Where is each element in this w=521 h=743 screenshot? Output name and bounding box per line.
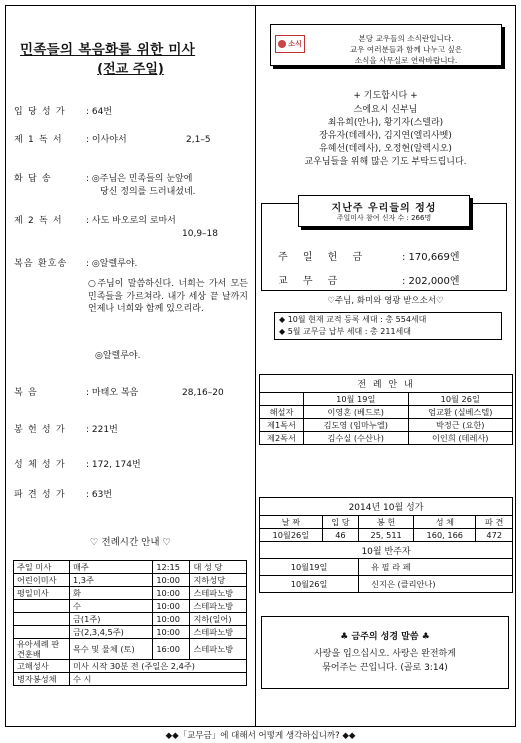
row-value: : 이사야서 <box>86 135 127 145</box>
schedule-cell: 1,3주 <box>70 574 153 587</box>
schedule-cell: 주일 미사 <box>14 561 70 574</box>
table-row <box>260 542 513 559</box>
second-reading-ref: 10,9–18 <box>182 229 218 239</box>
schedule-cell: 스테파노방 <box>190 626 247 639</box>
bible-title: ♣ 금주의 성경 말씀 ♣ <box>340 632 430 642</box>
recessional-hymn-row <box>14 489 112 502</box>
schedule-cell: 금(2,3,4,5주) <box>70 626 153 639</box>
table-row <box>260 516 513 529</box>
psalm-continued: 당신 정의를 드러내셨네. <box>100 187 196 197</box>
schedule-cell: 스테파노방 <box>190 639 247 660</box>
table-cell: 신지은 (클리안나) <box>359 576 513 593</box>
row-value: : 63번 <box>86 490 113 500</box>
table-row <box>14 587 247 600</box>
prayer-line: 스에요시 신부님 <box>353 105 418 115</box>
right-column <box>256 6 515 726</box>
table-cell: 김도영 (임마누엘) <box>304 419 409 432</box>
schedule-cell: 화 <box>70 587 153 600</box>
table-cell <box>260 393 304 406</box>
schedule-cell <box>14 600 70 613</box>
table-row <box>260 406 513 419</box>
table-row <box>14 639 247 660</box>
schedule-cell <box>14 626 70 639</box>
notice-text <box>315 33 497 66</box>
table-row <box>14 600 247 613</box>
liturgy-title: 전 례 안 내 <box>260 375 513 393</box>
table-row <box>14 561 247 574</box>
bulletin-frame <box>5 5 516 727</box>
table-cell: 박정근 (요한) <box>408 419 513 432</box>
hymn-table <box>259 497 513 593</box>
row-value: : 마태오 복음 <box>86 388 139 398</box>
row-label: 제 1 독 서 <box>14 135 63 145</box>
schedule-cell: 금(1주) <box>70 613 153 626</box>
bible-text <box>262 647 508 675</box>
prayer-title: + 기도합시다 + <box>353 91 418 101</box>
bible-line: 사랑을 입으십시오. 사랑은 완전하게 <box>314 649 456 659</box>
schedule-cell: 매주 <box>70 561 153 574</box>
row-label: 입 당 성 가 <box>14 107 66 117</box>
table-row <box>14 613 247 626</box>
acclamation-end: ◎알렐루야. <box>95 351 141 361</box>
news-logo-icon: 소식 <box>275 35 305 53</box>
table-cell: 김수실 (수산나) <box>304 432 409 445</box>
offering-header <box>298 195 470 227</box>
hymn-title: 2014년 10월 성가 <box>260 498 513 516</box>
row-value: : ◎알렐루야. <box>86 259 138 269</box>
household-line: ◆ 5월 교무금 납부 세대 : 총 211세대 <box>279 327 412 336</box>
row-value: : 사도 바오로의 로마서 <box>86 216 176 226</box>
mass-title: 민족들의 복음화를 위한 미사 <box>20 42 196 58</box>
table-cell: 제1독서 <box>260 419 304 432</box>
table-cell: 엄교환 (실베스텔) <box>408 406 513 419</box>
table-cell: 10월26일 <box>260 576 359 593</box>
first-reading-row <box>14 134 211 147</box>
offering-title: 지난주 우리들의 정성 <box>331 203 437 214</box>
schedule-cell: 10:00 <box>153 574 190 587</box>
acclamation-text: ○주님이 말씀하신다. 너희는 가서 모든 민족들을 가르쳐라. 내가 세상 끝 날까지 언제나 너희와 함께 있으리라. <box>88 279 248 314</box>
prayer-line: 장유자(데레사), 김지연(엘리사벳) <box>319 131 452 141</box>
table-cell: 입 당 <box>322 516 358 529</box>
table-row <box>260 375 513 393</box>
offering-value: : 170,669엔 <box>402 252 460 263</box>
communion-hymn-row <box>14 459 141 472</box>
table-row <box>260 393 513 406</box>
offering-attendance: 주일미사 참여 신자 수 : 266명 <box>336 214 432 222</box>
table-row <box>260 432 513 445</box>
entrance-hymn-row <box>14 106 112 119</box>
offering-value: : 202,000엔 <box>402 276 460 287</box>
offering-label: 교 무 금 <box>278 276 344 287</box>
table-cell: 해설자 <box>260 406 304 419</box>
table-row <box>14 626 247 639</box>
notice-line: 소식을 사무실로 연락바랍니다. <box>354 56 458 65</box>
row-label: 봉 헌 성 가 <box>14 425 66 435</box>
row-ref: 28,16–20 <box>182 388 224 398</box>
table-cell: 파 견 <box>476 516 513 529</box>
sunday-offering-row <box>278 248 500 263</box>
second-reading-row <box>14 215 176 228</box>
left-column <box>6 6 255 726</box>
schedule-cell: 수 <box>70 600 153 613</box>
schedule-cell: 10:00 <box>153 587 190 600</box>
row-value: : ◎주님은 민족들의 눈앞에 <box>86 174 193 184</box>
blessing-text: ♡주님, 화미와 영광 받으소서♡ <box>327 296 444 306</box>
bible-line: 묶어주는 끈입니다. (골로 3:14) <box>322 663 448 673</box>
table-row <box>14 574 247 587</box>
schedule-cell: 스테파노방 <box>190 600 247 613</box>
liturgy-table <box>259 374 513 445</box>
row-value: : 172, 174번 <box>86 460 141 470</box>
schedule-cell: 병자봉성체 <box>14 673 70 686</box>
row-label: 화 답 송 <box>14 174 52 184</box>
table-row <box>260 559 513 576</box>
offering-label: 주 일 헌 금 <box>278 252 369 263</box>
schedule-cell: 어린이미사 <box>14 574 70 587</box>
prayer-line: 유혜선(데레사), 오정현(알렉시오) <box>319 144 452 154</box>
table-row <box>14 660 247 673</box>
row-label: 제 2 독 서 <box>14 216 63 226</box>
notice-line: 본당 교우들의 소식란입니다. <box>358 34 454 43</box>
row-label: 파 견 성 가 <box>14 490 66 500</box>
schedule-cell <box>14 613 70 626</box>
table-cell: 10월26일 <box>260 529 323 542</box>
schedule-cell: 16:00 <box>153 639 190 660</box>
table-row <box>260 576 513 593</box>
offering-box <box>261 203 507 291</box>
schedule-cell: 10:00 <box>153 600 190 613</box>
schedule-cell: 10:00 <box>153 626 190 639</box>
organist-title: 10월 반주자 <box>260 542 513 559</box>
schedule-cell: 12:15 <box>153 561 190 574</box>
table-cell: 유 필 라 페 <box>359 559 513 576</box>
row-label: 성 체 성 가 <box>14 460 66 470</box>
table-row <box>260 529 513 542</box>
table-cell: 제2독서 <box>260 432 304 445</box>
table-row <box>260 419 513 432</box>
footer-question: ◆◆「교무금」에 대해서 어떻게 생각하십니까? ◆◆ <box>165 731 356 741</box>
schedule-cell: 평일미사 <box>14 587 70 600</box>
schedule-cell: 목수 및 물체 (토) <box>70 639 153 660</box>
row-label: 복 음 <box>14 388 38 398</box>
table-cell: 이인희 (데레사) <box>408 432 513 445</box>
schedule-cell: 10:00 <box>153 613 190 626</box>
acclamation-row <box>14 258 137 271</box>
bible-verse-box <box>261 616 509 689</box>
table-cell: 10월 19일 <box>304 393 409 406</box>
table-cell: 160, 166 <box>414 529 476 542</box>
household-box <box>274 312 502 340</box>
offertory-hymn-row <box>14 424 118 437</box>
household-line: ◆ 10월 현재 교적 등록 세대 : 총 554세대 <box>279 315 427 324</box>
table-cell: 봉 헌 <box>359 516 414 529</box>
schedule-cell: 지하성당 <box>190 574 247 587</box>
schedule-table <box>13 560 247 686</box>
row-value: : 221번 <box>86 425 118 435</box>
notice-line: 교우 여러분들과 함께 나누고 싶은 <box>349 45 463 54</box>
table-cell: 46 <box>322 529 358 542</box>
row-value: : 64번 <box>86 107 113 117</box>
prayer-line: 최유희(안나), 황기자(스텔라) <box>327 118 444 128</box>
schedule-cell: 지하(일어) <box>190 613 247 626</box>
schedule-cell: 스테파노방 <box>190 587 247 600</box>
table-row <box>260 498 513 516</box>
table-cell: 10월19일 <box>260 559 359 576</box>
table-row <box>14 673 247 686</box>
notice-box <box>270 24 502 66</box>
table-cell: 25, 511 <box>359 529 414 542</box>
table-cell: 날 짜 <box>260 516 323 529</box>
schedule-cell: 고해성사 <box>14 660 70 673</box>
row-label: 복음 환호송 <box>14 259 68 269</box>
parish-dues-row <box>278 272 500 287</box>
schedule-title: ♡ 전례시간 안내 ♡ <box>89 537 172 548</box>
schedule-cell: 대 성 당 <box>190 561 247 574</box>
psalm-row <box>14 173 192 186</box>
schedule-cell: 미사 시작 30분 전 (주일은 2,4주) <box>70 660 247 673</box>
table-cell: 472 <box>476 529 513 542</box>
mass-subtitle: (전교 주일) <box>97 62 164 77</box>
prayer-line: 교우님들을 위해 많은 기도 부탁드립니다. <box>304 157 467 167</box>
schedule-cell: 유아세례 판견훈배 <box>14 639 70 660</box>
gospel-row <box>14 387 224 400</box>
schedule-cell: 수 시 <box>70 673 247 686</box>
table-cell: 10월 26일 <box>408 393 513 406</box>
row-ref: 2,1–5 <box>186 135 211 145</box>
table-cell: 성 체 <box>414 516 476 529</box>
table-cell: 이영혼 (베드로) <box>304 406 409 419</box>
